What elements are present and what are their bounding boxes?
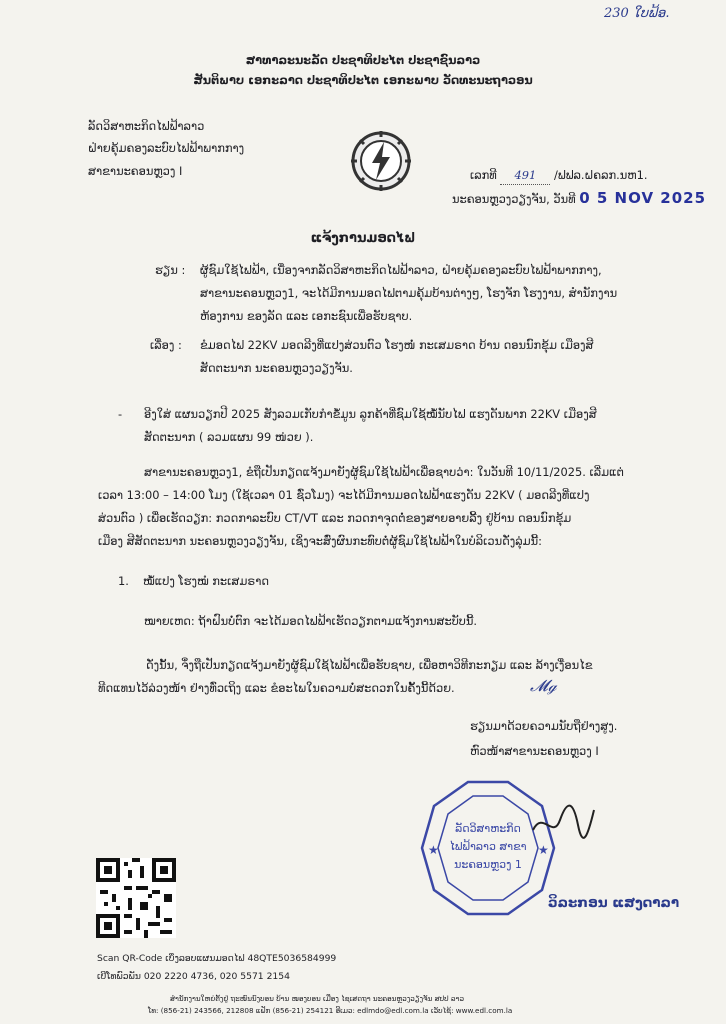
place-date-label: ນະຄອນຫຼວງວຽງຈັນ, ວັນທີ [452,192,576,206]
signatory-title: ຫົວໜ້າສາຂານະຄອນຫຼວງ I [470,744,599,758]
footer-address: ສຳນັກງານໃຫຍ່ຕັ້ງຢູ່ ຖະໜົນນົງບອນ ບ້ານ ໜອງບອນ ເມືອງ ໄຊເສດຖາ ນະຄອນຫຼວງວຽງຈັນ ສປປ ລາວ [170,994,465,1003]
ref-date-line [452,190,706,208]
list-item-text: ໝໍ້ແປງ ໂຮງໝໍ ກະເສມຣາດ [143,574,269,588]
body-line3: ສ່ວນຕົວ ) ເພື່ອເຮັດວຽກ: ກວດກາລະບົບ CT/VT ແລະ ກວດກາຈຸດຕໍ່ຂອງສາຍອາຍລີ້ງ ຢູ່ບ້ານ ດອນນົກຂຸ້ມ [98,511,572,525]
note-text: ໝາຍເຫດ: ຖ້າຝົນບໍ່ຕົກ ຈະໄດ້ມອດໄຟຟ້າເຮັດວຽກຕາມແຈ້ງການສະບັບນີ້. [144,614,478,628]
closing-line2: ທີດແທນໄວ້ລ່ວງໜ້າ ຢ່າງທົ່ວເຖິງ ແລະ ຂໍອະໄພໃນຄວາມບໍ່ສະດວກໃນຄັ້ງນີ້ດ້ວຍ. [98,681,455,695]
ref-suffix: /ຟຟລ.ຝຄລກ.ນຫ1. [554,168,648,182]
to-label: ຮຽນ : [155,263,186,277]
org-line2: ຝ່າຍຄຸ້ມຄອງລະບົບໄຟຟ້າພາກກາງ [88,141,245,155]
regards-text: ຮຽນມາດ້ວຍຄວາມນັບຖືຢ່າງສູງ. [470,719,618,733]
initials-signature: 𝓜ℊ [530,676,557,695]
document-title: ແຈ້ງການມອດໄຟ [310,231,416,246]
handwritten-note: 230 ໃບຟ້ອ. [604,6,670,21]
ref-number-line [470,167,647,185]
bullet-mark: - [118,407,123,421]
svg-text:★: ★ [428,843,439,857]
ref-number: 491 [500,167,550,185]
phone-line: ເບີໂທພົວພັນ 020 2220 4736, 020 5571 2154 [97,971,290,982]
body-line2: ເວລາ 13:00 – 14:00 ໂມງ (ໃຊ້ເວລາ 01 ຊົ່ວໂມງ) ຈະໄດ້ມີການມອດໄຟຟ້າແຮງດັນ 22KV ( ມອດລີງທີ່ແປງ [98,488,590,502]
list-item-number: 1. [118,574,129,588]
svg-text:★: ★ [538,843,549,857]
qr-code[interactable] [96,858,176,938]
stamp-line3: ນະຄອນຫຼວງ 1 [454,858,522,871]
edl-logo [350,130,412,196]
national-header-line2: ສັນຕິພາບ ເອກະລາດ ປະຊາທິປະໄຕ ເອກະພາບ ວັດທະນະຖາວອນ [193,73,533,87]
signatory-name: ວິລະກອນ ແສງດາລາ [548,895,680,911]
bullet-line2: ສັດຕະນາກ ( ລວມແຜນ 99 ໜ່ວຍ ). [144,430,314,444]
bullet-line1: ອີງໃສ່ ແຜນວຽກປີ 2025 ສັງລວມເກັບກຳຂໍ້ມູນ ລູກຄ້າທີ່ຊົມໃຊ້ໝໍ້ນັບໄຟ ແຮງດັນພາກ 22KV ເມືອງສີ [144,407,597,421]
signature [528,790,598,854]
body-line1: ສາຂານະຄອນຫຼວງ1, ຂໍຖືເປັນກຽດແຈ້ງມາຍັງຜູ້ຊົມໃຊ້ໄຟຟ້າເພື່ອຊາບວ່າ: ໃນວັນທີ 10/11/2025. ເລີ່ມແຕ່ [144,465,624,479]
ref-label: ເລກທີ [470,168,497,182]
subject-line2: ສັດຕະນາກ ນະຄອນຫຼວງວຽງຈັນ. [200,361,353,375]
date-stamp: 0 5 NOV 2025 [579,189,707,207]
stamp-line1: ລັດວິສາຫະກິດ [455,822,521,835]
stamp-line2: ໄຟຟ້າລາວ ສາຂາ [449,840,527,853]
subject-line1: ຂໍມອດໄຟ 22KV ມອດລີງທີ່ແປງສ່ວນຕົວ ໂຮງໜໍ່ ກະເສມຣາດ ບ້ານ ດອນນົກຂຸ້ມ ເມືອງສີ [200,338,594,352]
national-header-line1: ສາທາລະນະລັດ ປະຊາທິປະໄຕ ປະຊາຊົນລາວ [245,53,481,67]
qr-caption: Scan QR-Code ເບິ່ງລອບແຜນມອດໄຟ 48QTE5036584999 [97,953,337,964]
footer-contacts: ໂທ: (856-21) 243566, 212808 ແຟັກ (856-21) 254121 ອີເມວ: edlmdo@edl.com.la ເວັບໄຊ້: www.edl.com.la [148,1006,513,1015]
to-line2: ສາຂານະຄອນຫຼວງ1, ຈະໄດ້ມີການມອດໄຟຕາມຄຸ້ມບ້ານຕ່າງໆ, ໂຮງຈັກ ໂຮງງານ, ສຳນັກງານ [200,286,618,300]
body-line4: ເມືອງ ສີສັດຕະນາກ ນະຄອນຫຼວງວຽງຈັນ, ເຊິ່ງຈະສົ່ງຜົນກະທົບຕໍ່ຜູ້ຊົມໃຊ້ໄຟຟ້າໃນບໍລິເວນດັ່ງລຸ່ມນີ້: [98,534,542,548]
closing-line1: ດັ່ງນັ້ນ, ຈຶ່ງຖືເປັນກຽດແຈ້ງມາຍັງຜູ້ຊົມໃຊ້ໄຟຟ້າເພື່ອຮັບຊາບ, ເພື່ອຫາວິທີກະກຽມ ແລະ ລ້າງເງື່ອນໄຂ [146,658,593,672]
to-line3: ຫ້ອງການ ຂອງລັດ ແລະ ເອກະຊົນເພື່ອຮັບຊາບ. [200,309,413,323]
org-line1: ລັດວິສາຫະກິດໄຟຟ້າລາວ [88,119,205,133]
to-line1: ຜູ້ຊົມໃຊ້ໄຟຟ້າ, ເນື່ອງຈາກລັດວິສາຫະກິດໄຟຟ້າລາວ, ຝ່າຍຄຸ້ມຄອງລະບົບໄຟຟ້າພາກກາງ, [200,263,602,277]
org-line3: ສາຂານະຄອນຫຼວງ I [88,164,183,178]
subject-label: ເລື່ອງ : [150,338,182,352]
